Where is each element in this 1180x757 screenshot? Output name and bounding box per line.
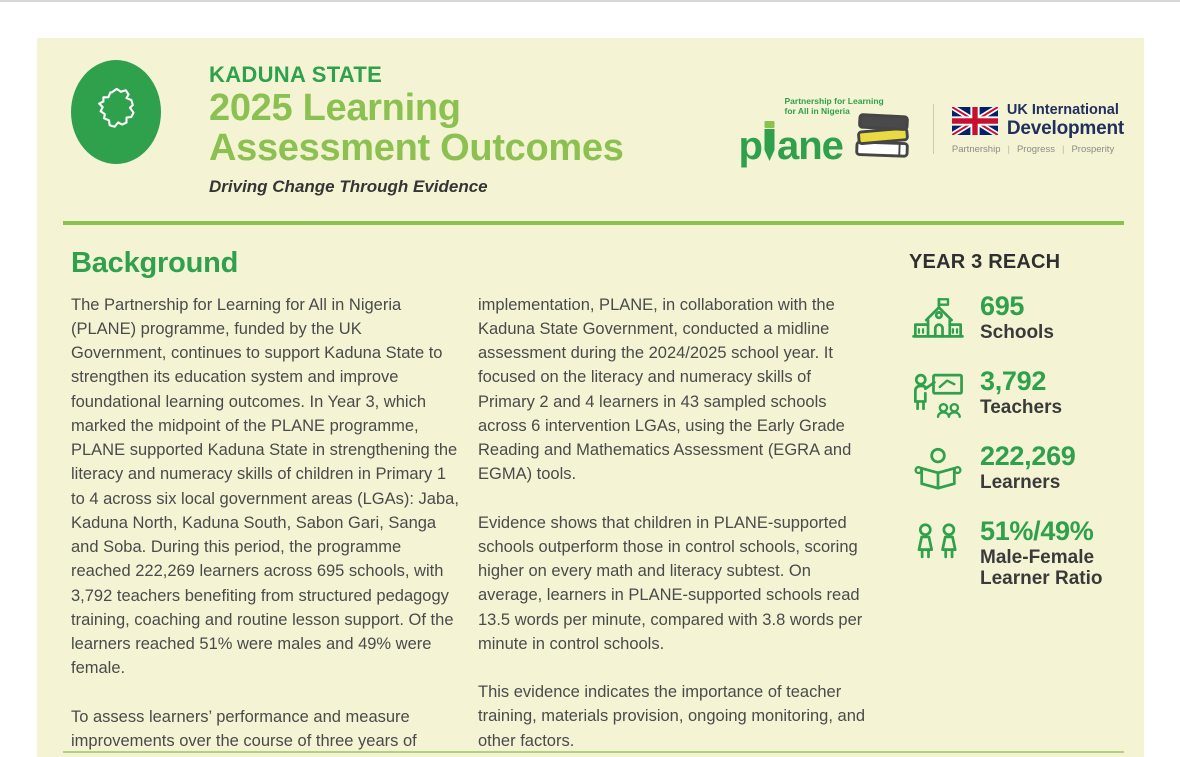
- text-column-1: [71, 293, 460, 754]
- school-icon: [909, 293, 967, 349]
- plane-wordmark-p: p: [738, 123, 762, 168]
- pencil-icon: [763, 120, 776, 162]
- page-title-line1: 2025 Learning: [209, 87, 461, 129]
- stat-learners: [909, 440, 1124, 499]
- stat-value: 695: [980, 290, 1025, 321]
- paragraph: implementation, PLANE, in collaboration with the Kaduna State Government, conducted a midline assessment during the 2024/2025 school year. It focused on the literacy and numeracy skills of Primary 2 and 4 learners in 43 sampled schools across 6 intervention LGAs, using the Early Grade Reading and Mathematics Assessment (EGRA and EGMA) tools.: [478, 295, 852, 484]
- paragraph: To assess learners’ performance and measure improvements over the course of three years of: [71, 707, 417, 750]
- plane-logo: [738, 96, 913, 168]
- uk-logo-tagline: Partnership | Progress | Prosperity: [951, 144, 1115, 156]
- stat-value: 3,792: [980, 365, 1047, 396]
- logo-divider: [933, 104, 934, 154]
- content-area: [37, 225, 1144, 754]
- paragraph: This evidence indicates the importance of teacher training, materials provision, ongoing monitoring, and other factors.: [478, 683, 866, 750]
- stat-gender-ratio: [909, 515, 1124, 590]
- page-subtitle: Driving Change Through Evidence: [209, 176, 488, 196]
- page-title-line2: Assessment Outcomes: [209, 127, 624, 170]
- year3-reach-sidebar: [867, 247, 1124, 754]
- uk-logo-line2: Development: [1006, 117, 1124, 139]
- stat-label: Learners: [980, 472, 1061, 494]
- reach-heading: YEAR 3 REACH: [909, 250, 1061, 273]
- top-border-line: [0, 0, 1180, 2]
- plane-logo-tagline: Partnership for Learning for All in Nigeria: [784, 96, 884, 117]
- paragraph: The Partnership for Learning for All in Nigeria (PLANE) programme, funded by the UK Government, continues to support Kaduna State to strengthen its education system and improve foundational learning outcomes. In Year 3, which marked the midpoint of the PLANE programme, PLANE supported Kaduna State in strengthening the literacy and numeracy skills of children in Primary 1 to 4 across six local government areas (LGAs): Jaba, Kaduna North, Kaduna South, Sabon Gari, Sanga and Soba. During this period, the programme reached 222,269 learners across 695 schools, with 3,792 teachers benefiting from structured pedagogy training, coaching and routine lesson support. Of the learners reached 51% were males and 49% were female.: [71, 295, 459, 678]
- page-title: [209, 88, 624, 169]
- kaduna-state-map-icon: [71, 60, 161, 164]
- title-block: [209, 60, 624, 197]
- bottom-divider: [63, 751, 1124, 753]
- report-page: [37, 38, 1144, 757]
- stat-schools: [909, 290, 1124, 349]
- plane-wordmark-ane: ane: [776, 123, 843, 168]
- books-stack-icon: [851, 110, 913, 162]
- stat-label: Schools: [980, 322, 1054, 344]
- children-icon: [909, 518, 967, 574]
- stat-teachers: [909, 365, 1124, 424]
- background-section: [71, 247, 867, 754]
- stat-label: Teachers: [980, 397, 1063, 419]
- background-heading: Background: [71, 246, 239, 279]
- uk-logo-line1: UK International: [1006, 101, 1119, 118]
- state-kicker: KADUNA STATE: [209, 62, 383, 87]
- text-column-2: [478, 293, 867, 754]
- stat-label: Male-Female Learner Ratio: [980, 547, 1103, 590]
- uk-international-development-logo: [952, 103, 1124, 156]
- report-header: [37, 38, 1144, 197]
- learner-icon: [909, 443, 967, 499]
- partner-logos: [738, 96, 1124, 168]
- stat-value: 51%/49%: [980, 515, 1094, 546]
- teacher-icon: [909, 368, 967, 424]
- stat-value: 222,269: [980, 440, 1076, 471]
- paragraph: Evidence shows that children in PLANE-supported schools outperform those in control schools, scoring higher on every math and literacy subtest. On average, learners in PLANE-supported schools read 13.5 words per minute, compared with 3.8 words per minute in control schools.: [478, 513, 863, 653]
- uk-flag-icon: [952, 107, 998, 135]
